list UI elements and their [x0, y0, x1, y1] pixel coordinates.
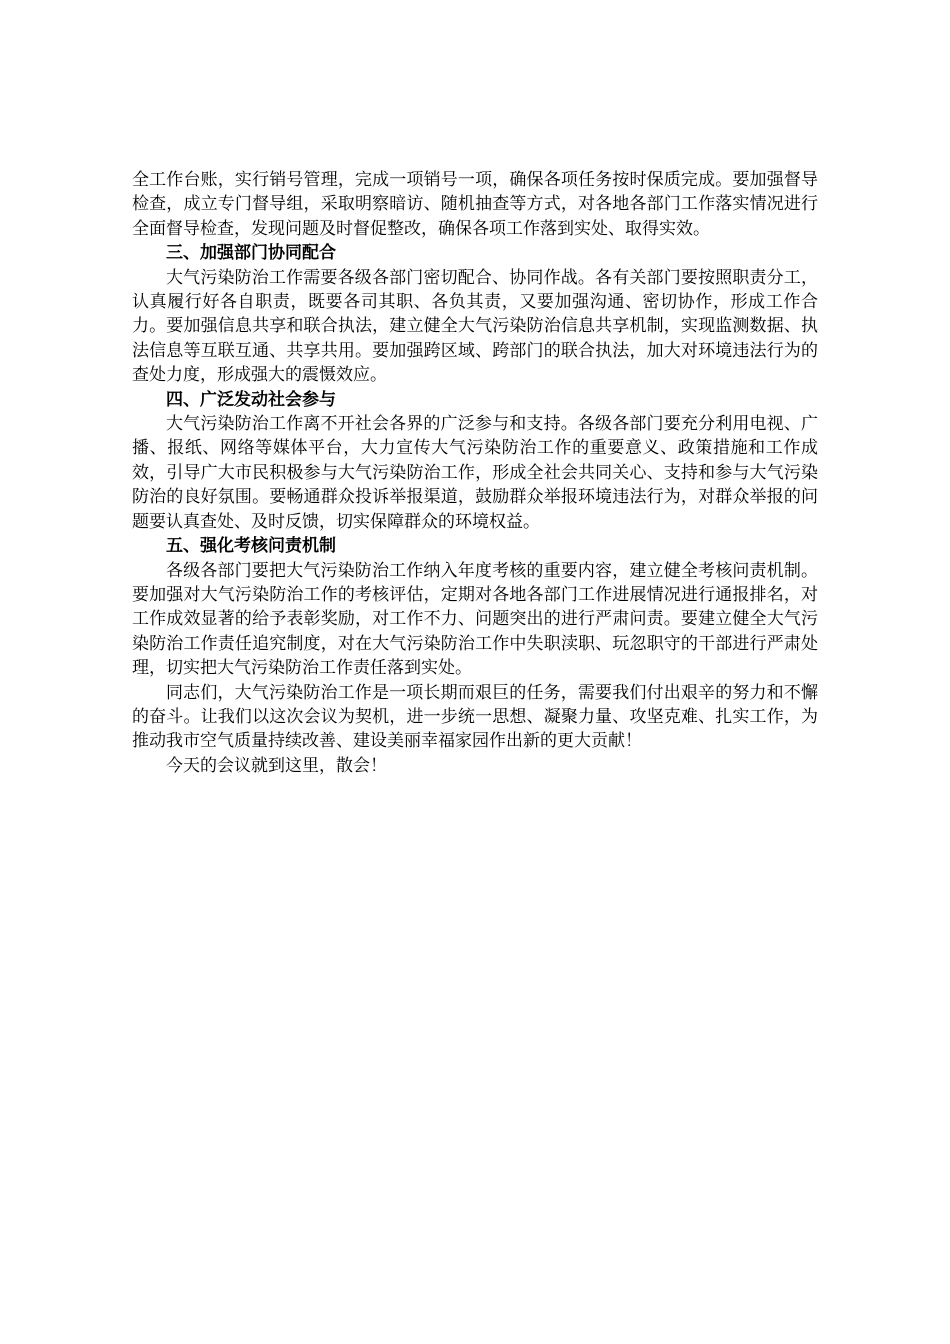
paragraph-public-participation: 大气污染防治工作离不开社会各界的广泛参与和支持。各级各部门要充分利用电视、广播、报纸、网络等媒体平台，大力宣传大气污染防治工作的重要意义、政策措施和工作成效，引导广大市民积极参与大气污染防治工作，形成全社会共同关心、支持和参与大气污染防治的良好氛围。要畅通群众投诉举报渠道，鼓励群众举报环境违法行为，对群众举报的问题要认真查处、及时反馈，切实保障群众的环境权益。 [132, 414, 818, 532]
paragraph-closing-remarks: 同志们，大气污染防治工作是一项长期而艰巨的任务，需要我们付出艰辛的努力和不懈的奋斗。让我们以这次会议为契机，进一步统一思想、凝聚力量、攻坚克难、扎实工作，为推动我市空气质量持续改善、建设美丽幸福家园作出新的更大贡献！ [132, 682, 818, 752]
document-page [132, 168, 818, 778]
paragraph-accountability: 各级各部门要把大气污染防治工作纳入年度考核的重要内容，建立健全考核问责机制。要加强对大气污染防治工作的考核评估，定期对各地各部门工作进展情况进行通报排名，对工作成效显著的给予表彰奖励，对工作不力、问题突出的进行严肃问责。要建立健全大气污染防治工作责任追究制度，对在大气污染防治工作中失职渎职、玩忽职守的干部进行严肃处理，切实把大气污染防治工作责任落到实处。 [132, 560, 818, 679]
paragraph-adjourn: 今天的会议就到这里，散会！ [166, 755, 387, 776]
paragraph-coordination: 大气污染防治工作需要各级各部门密切配合、协同作战。各有关部门要按照职责分工，认真履行好各自职责，既要各司其职、各负其责，又要加强沟通、密切协作，形成工作合力。要加强信息共享和联合执法，建立健全大气污染防治信息共享机制，实现监测数据、执法信息等互联互通、共享共用。要加强跨区域、跨部门的联合执法，加大对环境违法行为的查处力度，形成强大的震慑效应。 [132, 267, 818, 386]
paragraph-supervision: 全工作台账，实行销号管理，完成一项销号一项，确保各项任务按时保质完成。要加强督导检查，成立专门督导组，采取明察暗访、随机抽查等方式，对各地各部门工作落实情况进行全面督导检查，发现问题及时督促整改，确保各项工作落到实处、取得实效。 [132, 170, 818, 239]
section-heading-5: 五、强化考核问责机制 [166, 536, 336, 557]
section-heading-3: 三、加强部门协同配合 [166, 243, 336, 264]
section-heading-4: 四、广泛发动社会参与 [166, 389, 336, 410]
